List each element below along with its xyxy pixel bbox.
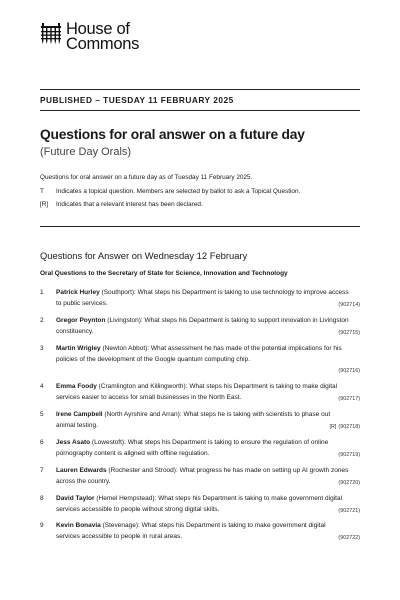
question-text: What steps his Department is taking to ensure the regulation of online pornography content is aligned with offline regulation. [56,439,329,457]
published-rule [40,110,360,111]
logo-wordmark [66,22,139,52]
question-number: 3 [40,345,44,352]
question-reference [336,300,360,311]
question-text: What steps his Department is taking to use technology to improve access to public services. [56,289,349,307]
legend-key: T [40,188,44,195]
question-reference [336,533,360,544]
question-reference [336,506,360,517]
question-number: 6 [40,439,44,446]
reference-number: (902720) [338,480,360,486]
question-number: 9 [40,522,44,529]
reference-number: (902721) [338,508,360,514]
member-name: Patrick Hurley [56,289,100,296]
question-text: What steps his Department is taking to make government digital services accessible to people without strong digital skills. [56,495,343,513]
interest-marker: [R] [329,424,337,430]
question-number: 4 [40,383,44,390]
subsection-heading: Oral Questions to the Secretary of State for Science, Innovation and Technology [40,270,288,277]
member-name: Jess Asato [56,439,91,446]
reference-number: (902714) [338,302,360,308]
question-number: 5 [40,411,44,418]
question-body [56,438,350,460]
reference-number: (902716) [338,368,360,374]
reference-number: (902718) [338,424,360,430]
constituency: (Southport): [101,289,136,296]
house-of-commons-logo [40,22,139,52]
question-reference [336,328,360,339]
member-name: David Taylor [56,495,95,502]
question-reference [336,450,360,461]
constituency: (Lowestoft): [91,439,126,446]
question-body [56,382,350,404]
reference-number: (902715) [338,330,360,336]
question-reference [336,394,360,405]
page-subtitle: (Future Day Orals) [40,146,132,158]
member-name: Martin Wrigley [56,345,101,352]
question-text: What steps he is taking with scientists to phase out animal testing. [56,411,331,429]
legend-topical [40,188,300,195]
question-text: What steps his Department is taking to make digital services easier to access for small businesses in the North East. [56,383,338,401]
constituency: (Stevenage): [102,522,140,529]
question-body [56,288,350,310]
member-name: Lauren Edwards [56,467,107,474]
member-name: Gregor Poynton [56,317,106,324]
logo-line-1: House of [66,20,130,38]
published-date: PUBLISHED – TUESDAY 11 FEBRUARY 2025 [40,95,234,105]
top-rule [40,89,360,90]
question-number: 8 [40,495,44,502]
question-text: What steps his Department is taking to make government digital services accessible to people in rural areas. [56,522,326,540]
question-reference [330,422,360,433]
reference-number: (902719) [338,452,360,458]
member-name: Kevin Bonavia [56,522,101,529]
member-name: Irene Campbell [56,411,103,418]
question-body [56,494,350,516]
page-title: Questions for oral answer on a future day [40,127,305,142]
logo-line-2: Commons [66,35,140,53]
question-number: 1 [40,289,44,296]
question-body [56,466,350,488]
question-body [56,410,350,432]
question-number: 2 [40,317,44,324]
section-rule [40,226,360,227]
reference-number: (902722) [338,535,360,541]
section-heading: Questions for Answer on Wednesday 12 February [40,250,248,261]
question-body [56,316,350,338]
question-reference [336,478,360,489]
constituency: (Livingston): [107,317,143,324]
constituency: (Newton Abbot): [102,345,150,352]
question-reference [336,366,360,377]
question-text: What progress he has made on setting up AI growth zones across the country. [56,467,349,485]
intro-text: Questions for oral answer on a future day as of Tuesday 11 February 2025. [40,174,253,181]
question-text: What assessment he has made of the potential implications for his policies of the development of the Google quantum computing chip. [56,345,342,363]
reference-number: (902717) [338,396,360,402]
legend-key: [R] [40,201,49,208]
question-body [56,344,350,366]
constituency: (Cramlington and Killingworth): [98,383,188,390]
constituency: (Hemel Hempstead): [96,495,157,502]
question-text: What steps his Department is taking to support innovation in Livingston constituency. [56,317,349,335]
legend-interest [40,201,203,208]
portcullis-icon [40,23,62,45]
legend-text: Indicates a topical question. Members are selected by ballot to ask a Topical Question. [56,188,301,195]
question-body [56,521,350,543]
constituency: (Rochester and Strood): [108,467,178,474]
legend-text: Indicates that a relevant interest has been declared. [56,201,203,208]
member-name: Emma Foody [56,383,97,390]
constituency: (North Ayrshire and Arran): [104,411,182,418]
question-number: 7 [40,467,44,474]
